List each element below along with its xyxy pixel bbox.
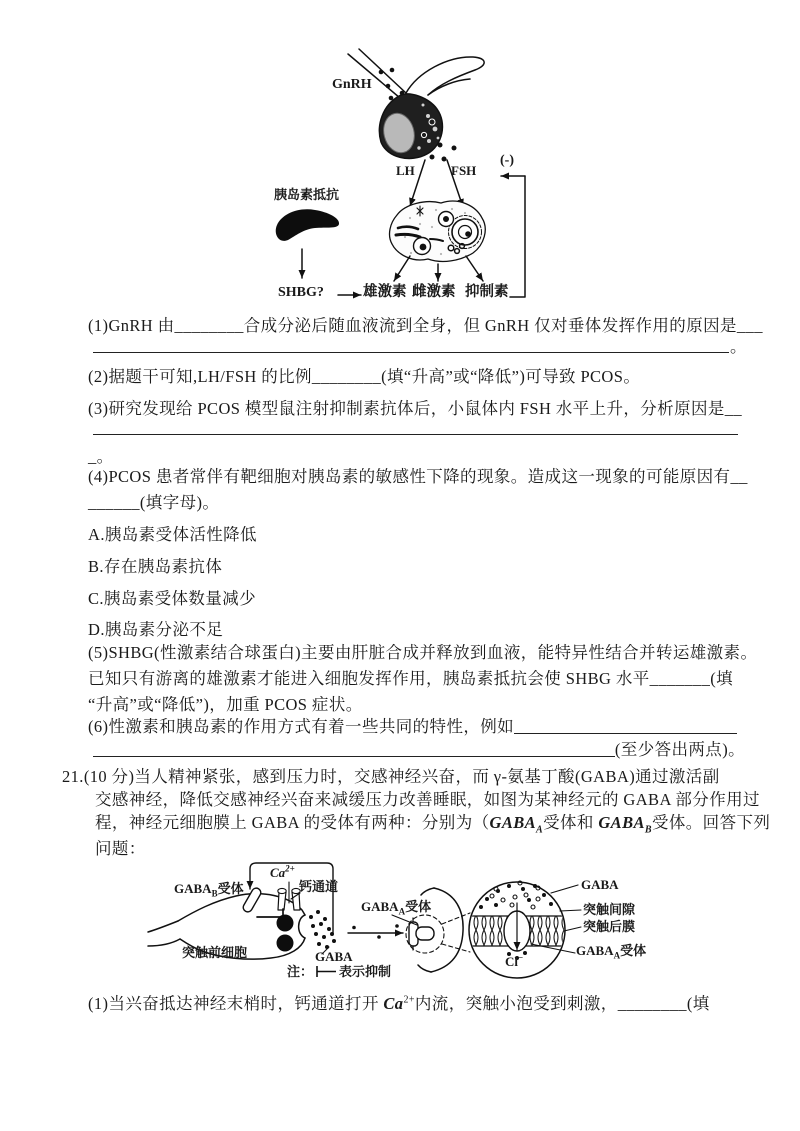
q20-part6-line2 [93,739,745,760]
receptor-text: 受体 [217,881,244,896]
label-gnrh: GnRH [332,77,372,92]
q20-part5-line3: “升高”或“降低”)，加重 PCOS 症状。 [88,695,363,714]
q21-line2: 交感神经，降低交感神经兴奋来减缓压力改善睡眠，如图为某神经元的 GABA 部分作用过 [95,790,760,809]
label-gaba-a-receptor-mid [361,899,432,917]
answer-blank-line [93,419,738,435]
note-suffix: 表示抑制 [339,964,392,979]
answer-blank-line [93,337,729,353]
option-d: D.胰岛素分泌不足 [88,620,224,639]
option-b: B.存在胰岛素抗体 [88,557,223,576]
note-inhibition [287,965,391,979]
answer-blank-line [514,733,737,734]
q20-part1-period: 。 [730,337,747,356]
gaba-a-text: GABA [576,943,614,958]
gaba-term: GABA [489,813,537,832]
gaba-b-subscript: B [644,824,652,836]
q20-part6-line1 [88,716,737,737]
q21-line3-text: 受体。回答下列 [651,813,771,832]
q20-part3-line1: (3)研究发现给 PCOS 模型鼠注射抑制素抗体后，小鼠体内 FSH 水平上升，分析原因是__ [88,399,743,418]
receptor-text: 受体 [405,899,432,914]
label-insulin-resistance: 胰岛素抵抗 [274,187,340,202]
label-shbg: SHBG? [278,285,324,300]
label-calcium-ion [270,863,295,880]
gaba-b-text: GABA [174,881,212,896]
q20-part1-line1: (1)GnRH 由________合成分泌后随血液流到全身，但 GnRH 仅对垂体发挥作用的原因是___ [88,316,763,335]
q21-line3-text: 程，神经元细胞膜上 GABA 的受体有两种：分别为（ [95,813,490,832]
label-synaptic-cleft: 突触间隙 [583,902,636,917]
q21-line4: 问题： [95,839,146,858]
cl-sup: − [518,952,524,963]
q21-sub1-text: (1)当兴奋抵达神经末梢时，钙通道打开 [88,994,384,1013]
gaba-a-text: GABA [361,899,399,914]
diagram-gaba-synapse [140,855,740,995]
q21-line3 [95,812,771,836]
ca-term: Ca [383,994,404,1013]
option-a: A.胰岛素受体活性降低 [88,525,257,544]
note-prefix: 注： [287,964,314,979]
gaba-b-sub: B [211,888,218,899]
q20-part3-line3: _。 [88,447,114,466]
q20-part5-line1: (5)SHBG(性激素结合球蛋白)主要由肝脏合成并释放到血液，能特异性结合并转运雄激素。 [88,643,758,662]
label-presynaptic-cell: 突触前细胞 [182,945,248,960]
q21-line3-text: 受体和 [543,813,599,832]
ca-text: Ca [270,865,286,880]
q20-part6-hint: (至少答出两点)。 [614,740,745,759]
answer-blank-line [93,756,615,757]
label-gaba-right: GABA [581,877,619,892]
q20-part6-text: (6)性激素和胰岛素的作用方式有着一些共同的特性，例如 [88,717,515,736]
label-fsh: FSH [451,163,477,178]
diagram-hormone-axis [260,48,536,310]
label-inhibin: 抑制素 [465,284,509,300]
label-gaba-a-receptor-right [576,943,647,961]
q21-line1: 21.(10 分)当人精神紧张，感到压力时，交感神经兴奋，而 γ-氨基丁酸(GABA)通过激活副 [62,767,720,786]
gaba-a-sub: A [613,950,621,961]
label-gaba-left: GABA [315,949,353,964]
hormone-axis-illustration [260,48,536,310]
ca-sup: 2+ [285,863,295,874]
ca-term-sup: 2+ [403,994,415,1006]
cl-text: Cl [505,954,518,969]
label-negative-feedback: (-) [500,153,514,168]
label-calcium-channel: 钙通道 [299,879,339,894]
gaba-a-subscript: A [536,824,544,836]
label-lh: LH [396,163,415,178]
label-estrogen: 雌激素 [412,284,456,300]
label-postsynaptic-membrane: 突触后膜 [583,919,636,934]
q21-sub1-text: 内流，突触小泡受到刺激，________(填 [414,994,710,1013]
inhibition-symbol-icon [315,966,337,977]
label-chloride-ion [505,952,524,969]
receptor-text: 受体 [620,943,647,958]
option-c: C.胰岛素受体数量减少 [88,589,257,608]
label-gaba-b-receptor [174,881,244,899]
gaba-term: GABA [598,813,645,832]
q20-part2-line: (2)据题干可知,LH/FSH 的比例________(填“升高”或“降低”)可导致 PCOS。 [88,367,641,386]
gaba-a-sub: A [398,906,406,917]
q20-part4-line2: ______(填字母)。 [88,493,220,512]
q20-part4-line1: (4)PCOS 患者常伴有靶细胞对胰岛素的敏感性下降的现象。造成这一现象的可能原因有__ [88,467,748,486]
q20-part5-line2: 已知只有游离的雄激素才能进入细胞发挥作用，胰岛素抵抗会使 SHBG 水平_______(填 [88,669,734,688]
gaba-synapse-illustration [140,855,740,995]
label-androgen: 雄激素 [363,284,407,300]
q21-sub1-line [88,993,710,1014]
